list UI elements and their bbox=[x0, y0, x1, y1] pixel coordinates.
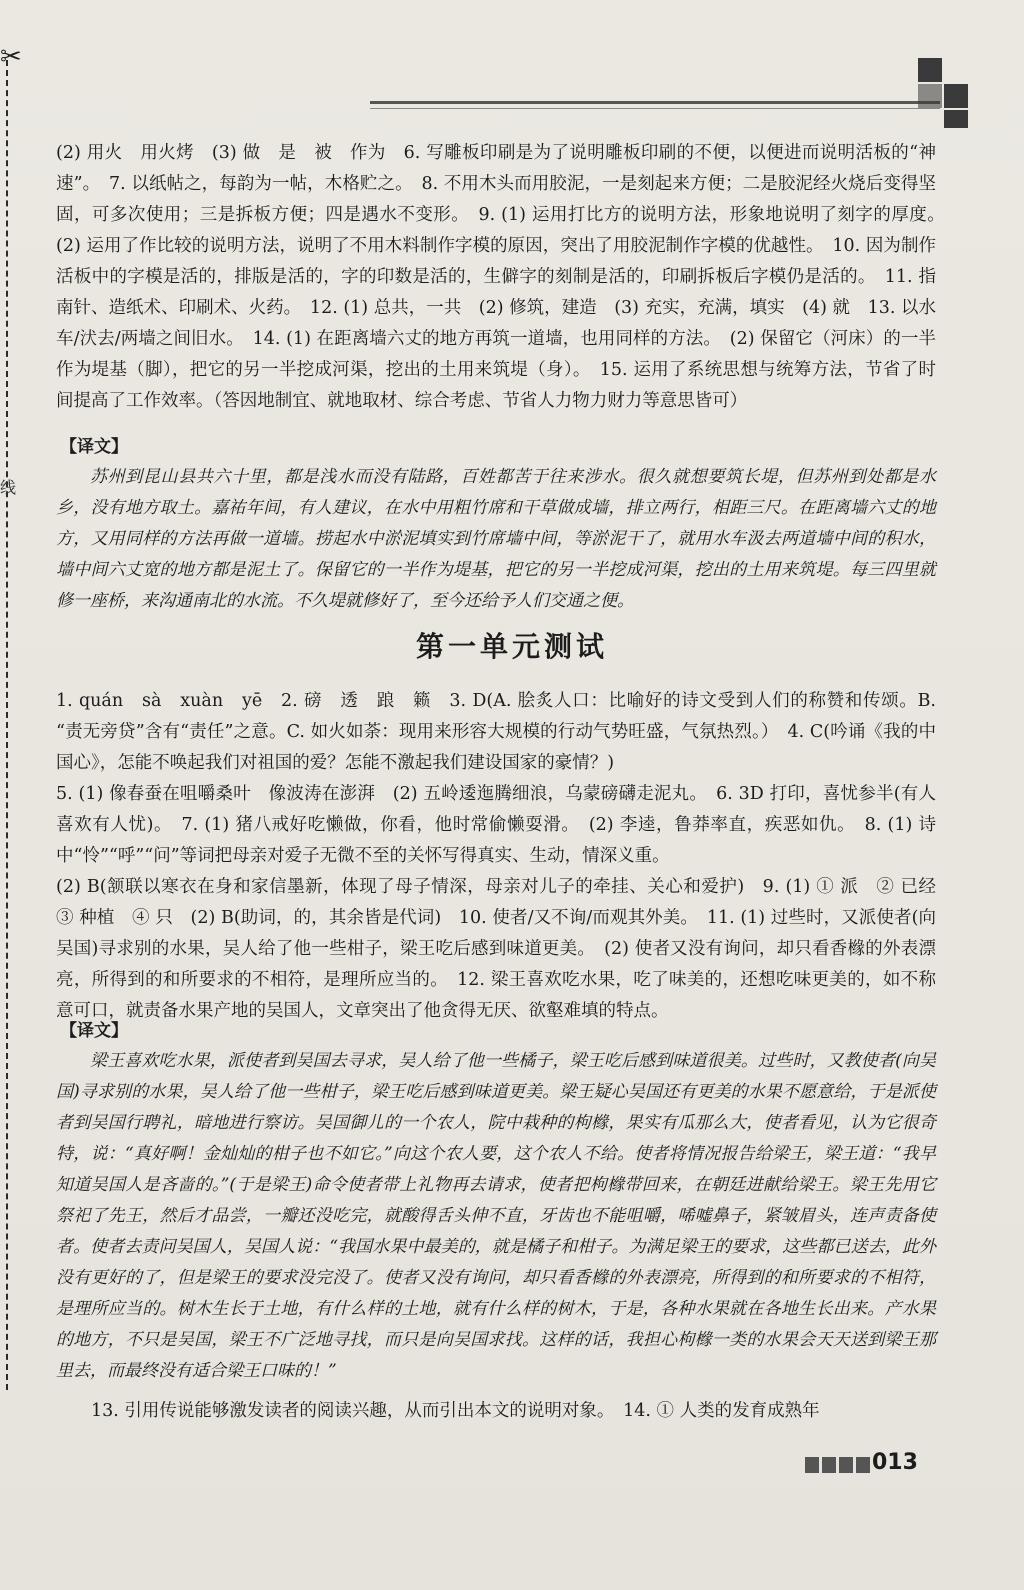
translation-label: 【译文】 bbox=[60, 437, 128, 457]
answers-text: 1. quán sà xuàn yē 2. 磅 透 踉 籁 3. D(A. 脍炙人口：比喻好的诗文受到人们的称赞和传颂。B. “责无旁贷”含有“责任”之意。C. 如火如荼：现用来形容大规模的行动气势旺盛，气氛热烈。） 4. C(吟诵《我的中国心》，怎能不唤起我们对祖国的爱？怎能不激起我们建设国家的豪情？) 5. (1) 像春蚕在咀嚼桑叶 像波涛在澎湃 (2) 五岭逶迤腾细浪，乌蒙磅礴走泥丸。 6. 3D 打印，喜忧参半(有人喜欢有人忧)。 7. (1) 猪八戒好吃懒做，你看，他时常偷懒耍滑。 (2) 李逵，鲁莽率直，疾恶如仇。 8. (1) 诗中“怜”“呼”“问”等词把母亲对爱子无微不至的关怀写得真实、生动，情深义重。 (2) B(颔联以寒衣在身和家信墨新，体现了母子情深，母亲对儿子的牵挂、关心和爱护) 9. (1) ① 派 ② 已经 ③ 种植 ④ 只 (2) B(助词，的，其余皆是代词) 10. 使者/又不询/而观其外美。 11. (1) 过些时，又派使者(向吴国)寻求别的水果，吴人给了他一些柑子，梁王吃后感到味道更美。 (2) 使者又没有询问，却只看香橼的外表漂亮，所得到的和所要求的不相符，是理所应当的。 12. 梁王喜欢吃水果，吃了味美的，还想吃味更美的，如不称意可口，就责备水果产地的吴国人，文章突出了他贪得无厌、欲壑难填的特点。 bbox=[56, 691, 936, 1021]
corner-decoration bbox=[944, 110, 968, 128]
section-title: 第一单元测试 bbox=[415, 630, 608, 663]
corner-decoration bbox=[944, 84, 968, 108]
translation-1 bbox=[56, 462, 936, 617]
translation-label: 【译文】 bbox=[60, 1021, 128, 1041]
translation-text: 梁王喜欢吃水果，派使者到吴国去寻求，吴人给了他一些橘子，梁王吃后感到味道很美。过些时，又教使者(向吴国)寻求别的水果，吴人给了他一些柑子，梁王吃后感到味道更美。梁王疑心吴国还有更美的水果不愿意给，于是派使者到吴国行聘礼，暗地进行察访。吴国御儿的一个农人，院中栽种的枸橼，果实有瓜那么大，使者看见，认为它很奇特，说：“真好啊！金灿灿的柑子也不如它。”向这个农人要，这个农人不给。使者将情况报告给梁王，梁王道：“我早知道吴国人是吝啬的。”(于是梁王)命令使者带上礼物再去请求，使者把枸橼带回来，在朝廷进献给梁王。梁王先用它祭祀了先王，然后才品尝，一瓣还没吃完，就酸得舌头伸不直，牙齿也不能咀嚼，唏嘘鼻子，紧皱眉头，连声责备使者。使者去责问吴国人，吴国人说：“我国水果中最美的，就是橘子和柑子。为满足梁王的要求，这些都已送去，此外没有更好的了，但是梁王的要求没完没了。使者又没有询问，却只看香橼的外表漂亮，所得到的和所要求的不相符，是理所应当的。树木生长于土地，有什么样的土地，就有什么样的树木，于是，各种水果就在各地生长出来。产水果的地方，不只是吴国，梁王不广泛地寻找，而只是向吴国求找。这样的话，我担心枸橼一类的水果会天天送到梁王那里去，而最终没有适合梁王口味的！” bbox=[56, 1051, 936, 1381]
translation-text: 苏州到昆山县共六十里，都是浅水而没有陆路，百姓都苦于往来涉水。很久就想要筑长堤，但苏州到处都是水乡，没有地方取土。嘉祐年间，有人建议，在水中用粗竹席和干草做成墙，排立两行，相距三尺。在距离墙六丈的地方，又用同样的方法再做一道墙。捞起水中淤泥填实到竹席墙中间，等淤泥干了，就用水车汲去两道墙中间的积水，墙中间六丈宽的地方都是泥土了。保留它的一半作为堤基，把它的另一半挖成河渠，挖出的土用来筑堤。每三四里就修一座桥，来沟通南北的水流。不久堤就修好了，至今还给予人们交通之便。 bbox=[56, 467, 936, 611]
corner-decoration bbox=[918, 58, 942, 82]
corner-decoration bbox=[918, 84, 942, 108]
edge-mark: 线 bbox=[0, 478, 17, 497]
answers-section-2 bbox=[56, 686, 936, 1027]
header-rule bbox=[370, 101, 940, 104]
page-number-decoration bbox=[805, 1457, 870, 1473]
answers-text: (2) 用火 用火烤 (3) 做 是 被 作为 6. 写雕板印刷是为了说明雕板印刷的不便，以便进而说明活板的“神速”。 7. 以纸帖之，每韵为一帖，木格贮之。 8. 不用木头而用胶泥，一是刻起来方便；二是胶泥经火烧后变得坚固，可多次使用；三是拆板方便；四是遇水不变形。 9. (1) 运用打比方的说明方法，形象地说明了刻字的厚度。 (2) 运用了作比较的说明方法，说明了不用木料制作字模的原因，突出了用胶泥制作字模的优越性。 10. 因为制作活板中的字模是活的，排版是活的，字的印数是活的，生僻字的刻制是活的，印刷拆板后字模仍是活的。 11. 指南针、造纸术、印刷术、火药。 12. (1) 总共，一共 (2) 修筑，建造 (3) 充实，充满，填实 (4) 就 13. 以水车/汱去/两墙之间旧水。 14. (1) 在距离墙六丈的地方再筑一道墙，也用同样的方法。 (2) 保留它（河床）的一半作为堤基（脚），把它的另一半挖成河渠，挖出的土用来筑堤（身）。 15. 运用了系统思想与统筹方法，节省了时间提高了工作效率。（答因地制宜、就地取材、综合考虑、节省人力物力财力等意思皆可） bbox=[56, 143, 954, 411]
scissors-icon: ✂ bbox=[0, 42, 22, 72]
cut-line bbox=[6, 60, 8, 1390]
translation-2 bbox=[56, 1046, 936, 1387]
continuation-text: 13. 引用传说能够激发读者的阅读兴趣，从而引出本文的说明对象。 14. ① 人类的发育成熟年 bbox=[91, 1401, 820, 1421]
header-rule-thin bbox=[370, 108, 940, 109]
answers-section-1 bbox=[56, 138, 954, 417]
page-number: 013 bbox=[872, 1450, 918, 1475]
